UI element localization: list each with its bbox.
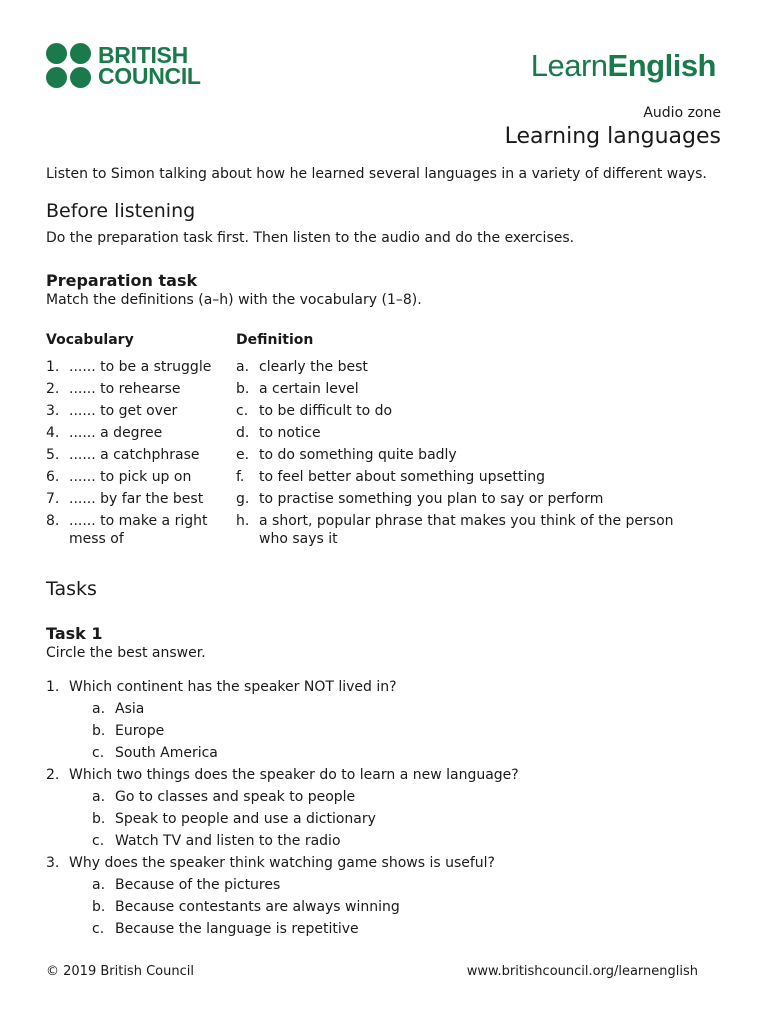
page-title: Learning languages [504,124,721,149]
tasks-heading: Tasks [46,578,97,600]
british-council-logo [46,43,201,88]
english-word: English [607,48,716,83]
learnenglish-logo [531,48,716,84]
intro-text: Listen to Simon talking about how he learned several languages in a variety of different ways. [46,166,707,182]
section-label: Audio zone [643,105,721,121]
preparation-task-text: Match the definitions (a–h) with the vocabulary (1–8). [46,292,422,308]
footer-url[interactable]: www.britishcouncil.org/learnenglish [466,964,698,979]
learn-word: Learn [530,48,608,83]
logo-dots-icon [46,43,91,88]
task-1-instruction: Circle the best answer. [46,645,206,661]
before-listening-text: Do the preparation task first. Then listen to the audio and do the exercises. [46,230,575,246]
definition-header: Definition [236,332,314,348]
preparation-task-heading: Preparation task [46,271,198,290]
vocabulary-header: Vocabulary [46,332,134,348]
task-1-heading: Task 1 [46,624,103,643]
before-listening-heading: Before listening [46,200,196,222]
logo-line-2: COUNCIL [98,62,201,89]
footer-copyright: © 2019 British Council [46,964,194,979]
logo-line-1: BRITISH [98,41,188,68]
